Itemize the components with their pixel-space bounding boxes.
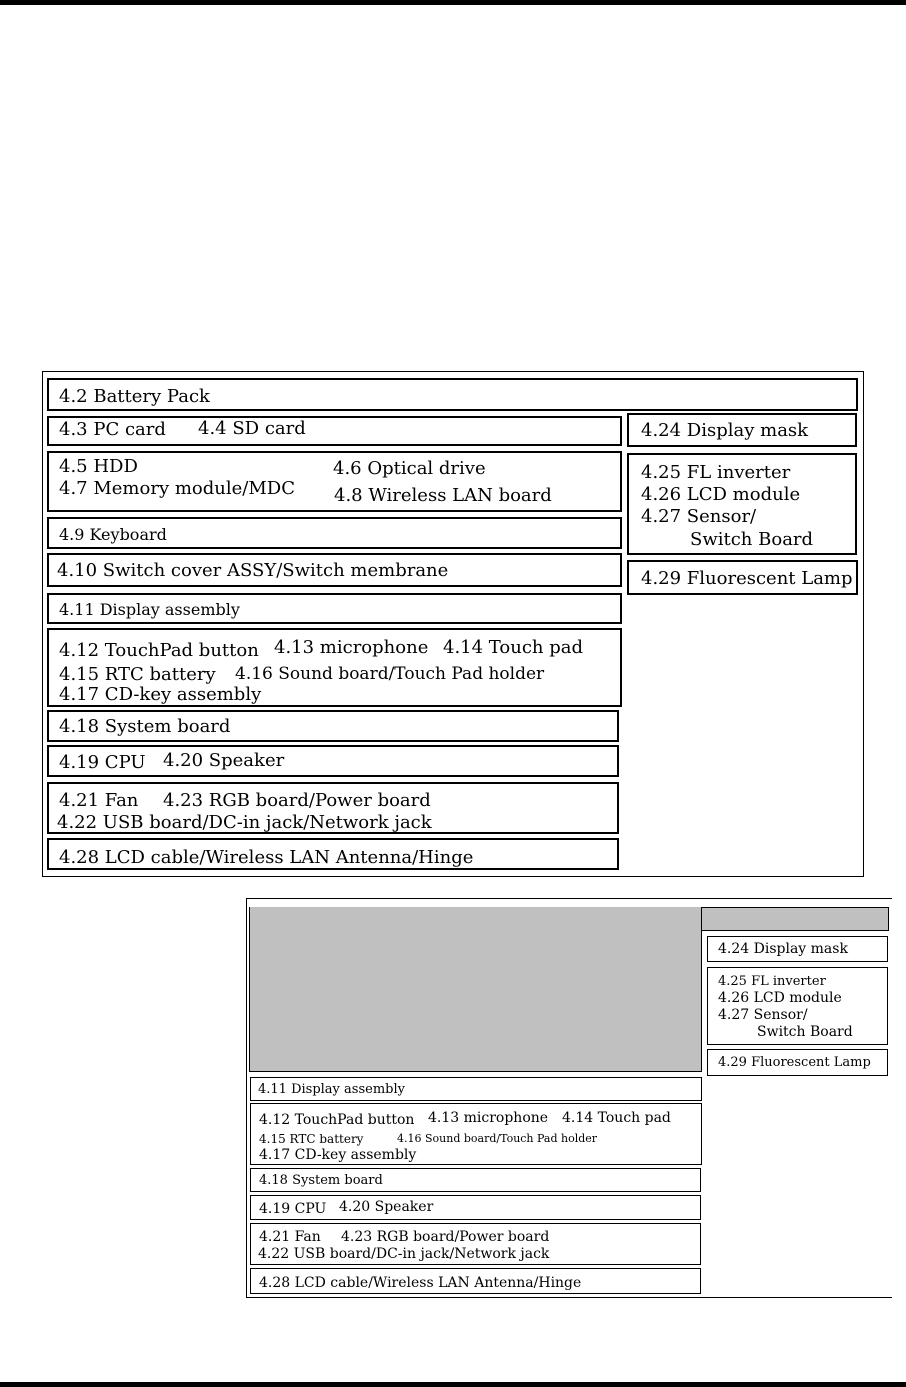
sensor-label: 4.27 Sensor/ [641,506,757,527]
memory-module-label: 4.7 Memory module/MDC [59,478,295,499]
d2-system-board-box [250,1168,701,1192]
top-rule [0,0,906,5]
display-mask-label: 4.24 Display mask [641,420,809,441]
sound-board-label: 4.16 Sound board/Touch Pad holder [235,664,545,684]
system-board-box [47,710,619,742]
cpu-label: 4.19 CPU [59,752,146,773]
d2-touchpad-box [250,1103,702,1165]
d2-cd-key-label: 4.17 CD-key assembly [259,1147,417,1163]
lcd-module-label: 4.26 LCD module [641,484,801,505]
bottom-rule [0,1382,906,1387]
switch-cover-box [47,553,622,587]
sd-card-label: 4.4 SD card [198,418,306,439]
d2-touchpad-button-label: 4.12 TouchPad button [259,1112,415,1128]
keyboard-box [47,517,622,549]
d2-sound-board-label: 4.16 Sound board/Touch Pad holder [397,1132,598,1145]
d2-cpu-speaker-box [250,1195,701,1220]
lcd-cable-label: 4.28 LCD cable/Wireless LAN Antenna/Hinge [59,847,474,868]
fl-inverter-box [627,453,857,555]
display-assembly-box [47,593,622,624]
pc-sd-card-box [47,416,622,446]
d2-fluorescent-lamp-label: 4.29 Fluorescent Lamp [718,1055,871,1070]
shaded-area-cover [250,929,701,933]
d2-fl-inverter-label: 4.25 FL inverter [718,974,826,989]
d2-microphone-label: 4.13 microphone [428,1110,549,1126]
d2-display-mask-box [707,936,888,962]
d2-fan-label: 4.21 Fan [259,1229,321,1245]
switch-board-label: Switch Board [690,529,814,550]
d2-display-mask-label: 4.24 Display mask [718,941,848,957]
d2-lcd-cable-label: 4.28 LCD cable/Wireless LAN Antenna/Hinge [259,1275,582,1291]
touch-pad-label: 4.14 Touch pad [443,637,584,658]
speaker-label: 4.20 Speaker [163,750,285,771]
hdd-box [47,451,622,512]
disassembly-diagram-2-top-edge [246,898,892,899]
d2-fluorescent-lamp-box [707,1049,888,1076]
fan-box [47,782,619,834]
rgb-board-label: 4.23 RGB board/Power board [163,790,431,811]
microphone-label: 4.13 microphone [274,637,429,658]
touchpad-box [47,628,622,707]
fluorescent-lamp-box [627,560,858,595]
fluorescent-lamp-label: 4.29 Fluorescent Lamp [641,568,853,589]
d2-lcd-cable-box [250,1268,701,1294]
d2-touch-pad-label: 4.14 Touch pad [562,1110,671,1126]
disassembly-diagram-2-bottom-edge [246,1297,892,1298]
touchpad-button-label: 4.12 TouchPad button [59,640,259,661]
disassembly-diagram-2-left-edge [246,898,247,1297]
optical-drive-label: 4.6 Optical drive [333,458,486,479]
d2-system-board-label: 4.18 System board [259,1173,383,1188]
d2-fl-inverter-box [707,967,888,1045]
d2-cpu-label: 4.19 CPU [259,1201,327,1217]
usb-board-label: 4.22 USB board/DC-in jack/Network jack [57,812,432,833]
pc-card-label: 4.3 PC card [59,419,166,440]
d2-fan-box [250,1223,701,1265]
d2-lcd-module-label: 4.26 LCD module [718,990,842,1006]
cpu-speaker-box [47,745,619,777]
wireless-lan-board-label: 4.8 Wireless LAN board [334,485,552,506]
cd-key-label: 4.17 CD-key assembly [59,684,262,705]
d2-speaker-label: 4.20 Speaker [339,1199,434,1215]
fan-label: 4.21 Fan [59,790,139,811]
d2-display-assembly-box [250,1077,702,1101]
d2-rgb-board-label: 4.23 RGB board/Power board [341,1229,550,1245]
d2-sensor-label: 4.27 Sensor/ [718,1007,808,1023]
rtc-battery-label: 4.15 RTC battery [59,664,216,685]
d2-rtc-battery-label: 4.15 RTC battery [259,1132,364,1146]
d2-display-assembly-label: 4.11 Display assembly [258,1082,405,1097]
hdd-label: 4.5 HDD [59,456,138,477]
battery-pack-label: 4.2 Battery Pack [59,386,210,407]
lcd-cable-box [47,838,619,870]
display-mask-box [627,413,857,447]
d2-usb-board-label: 4.22 USB board/DC-in jack/Network jack [258,1246,550,1262]
keyboard-label: 4.9 Keyboard [59,525,167,544]
system-board-label: 4.18 System board [59,716,231,737]
switch-cover-label: 4.10 Switch cover ASSY/Switch membrane [57,560,449,581]
fl-inverter-label: 4.25 FL inverter [641,462,791,483]
battery-pack-box [47,378,858,411]
display-assembly-label: 4.11 Display assembly [59,600,240,619]
d2-switch-board-label: Switch Board [757,1024,853,1040]
